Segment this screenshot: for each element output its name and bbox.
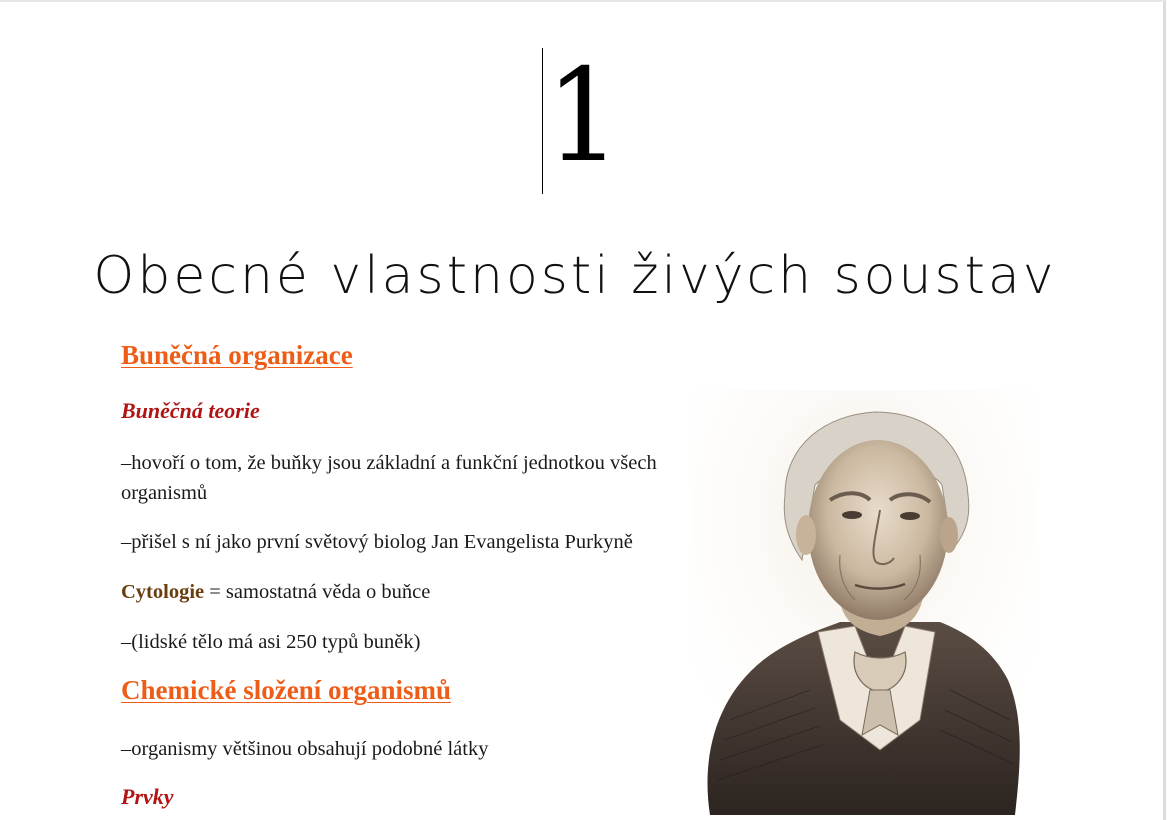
chapter-title: Obecné vlastnosti živých soustav bbox=[93, 246, 1057, 306]
paragraph-cell-theory-definition: –hovoří o tom, že buňky jsou základní a funkční jednotkou všech organismů bbox=[121, 452, 657, 504]
cytology-definition: = samostatná věda o buňce bbox=[204, 581, 431, 603]
subheading-cell-theory: Buněčná teorie bbox=[121, 398, 260, 423]
paragraph-similar-substances: –organismy většinou obsahují podobné látky bbox=[121, 738, 489, 760]
term-cytology: Cytologie bbox=[121, 581, 205, 603]
paragraph-cytology bbox=[121, 577, 430, 607]
chapter-number: 1 bbox=[546, 42, 621, 191]
heading-chemical-composition: Chemické složení organismů bbox=[121, 675, 451, 705]
paragraph-cell-types: –(lidské tělo má asi 250 typů buněk) bbox=[121, 631, 421, 653]
engraved-portrait-illustration bbox=[690, 390, 1035, 815]
paragraph-purkyne: –přišel s ní jako první světový biolog Jan Evangelista Purkyně bbox=[121, 531, 633, 553]
heading-cell-organization: Buněčná organizace bbox=[121, 340, 353, 370]
subheading-elements: Prvky bbox=[121, 784, 174, 809]
chapter-number-rule bbox=[542, 48, 543, 194]
